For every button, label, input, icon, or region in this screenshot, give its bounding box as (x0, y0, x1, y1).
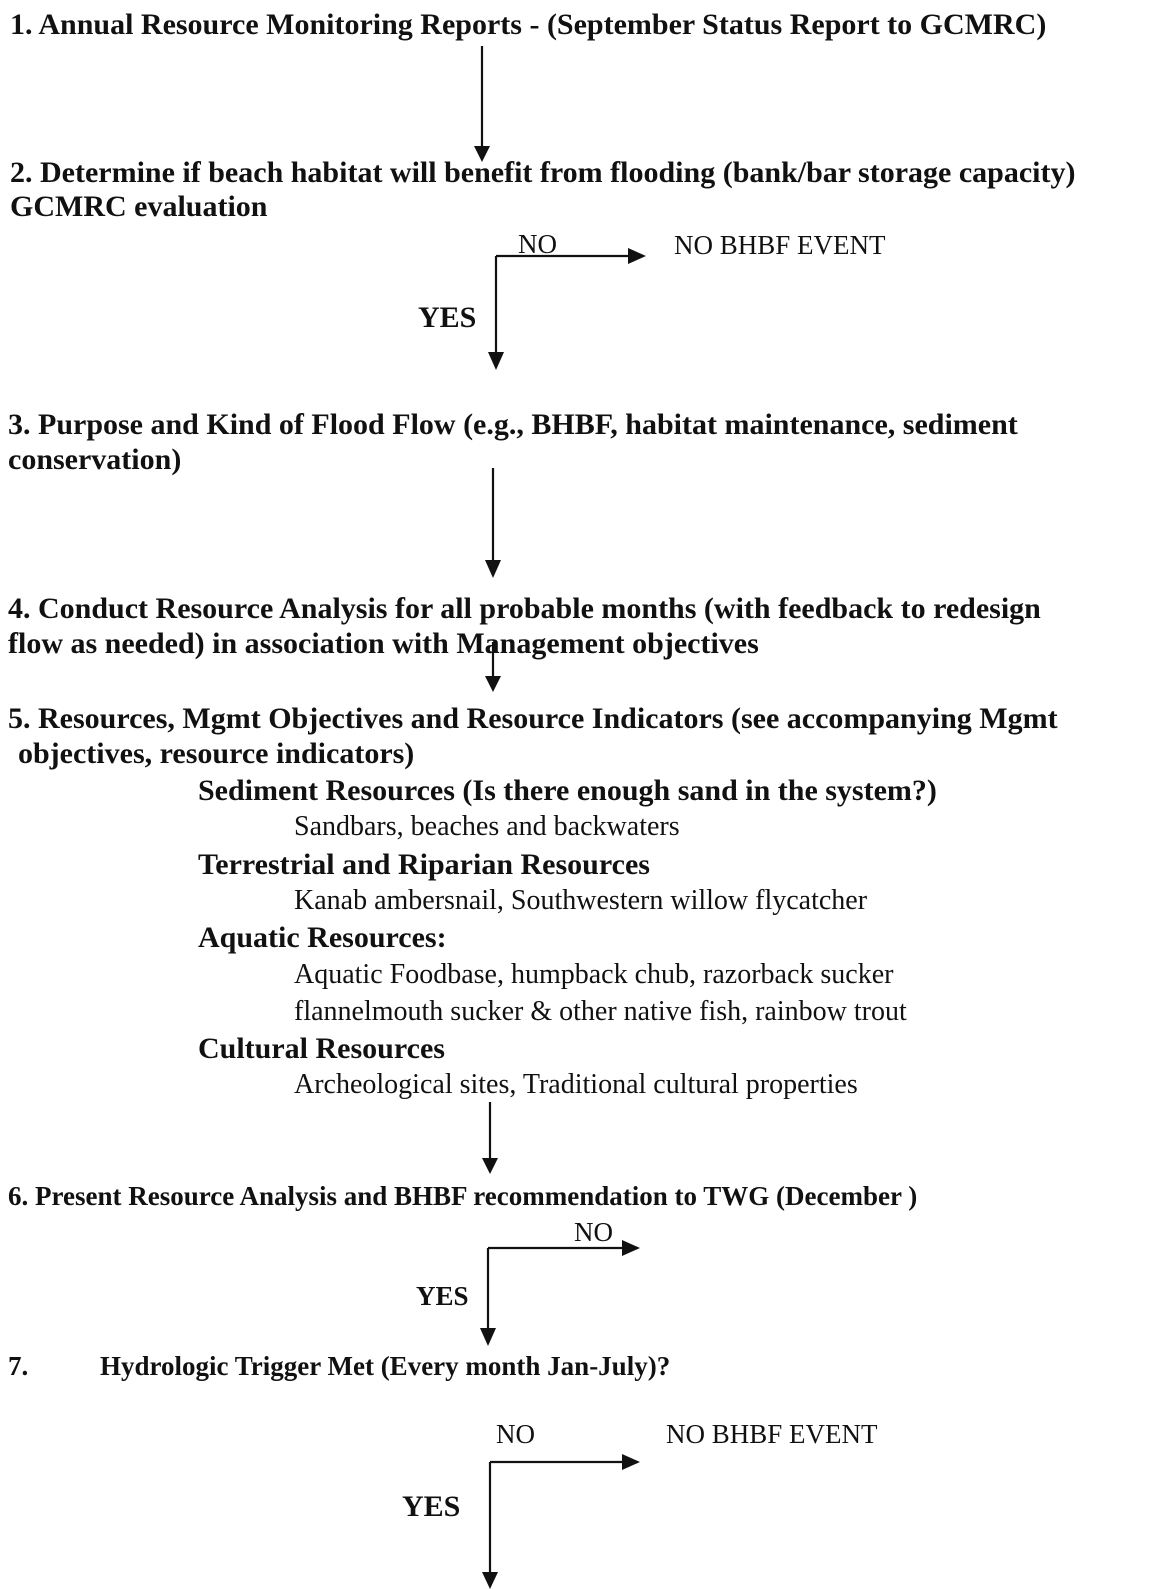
no-bhbf-event-label: NO BHBF EVENT (666, 1419, 878, 1449)
aquatic-resources-items-2: flannelmouth sucker & other native fish, rainbow trout (294, 996, 907, 1027)
step-4-text-line2: flow as needed) in association with Management objectives (8, 627, 759, 660)
branch-yes-label: YES (418, 301, 477, 334)
aquatic-resources-heading: Aquatic Resources: (198, 921, 447, 954)
terrestrial-resources-heading: Terrestrial and Riparian Resources (198, 848, 650, 881)
branch-no-label: NO (518, 229, 557, 259)
branch-yes-label: YES (416, 1281, 469, 1311)
branch-yes-label: YES (402, 1490, 461, 1523)
step-5-text-line2: objectives, resource indicators) (18, 737, 415, 770)
cultural-resources-heading: Cultural Resources (198, 1032, 445, 1065)
sediment-resources-items: Sandbars, beaches and backwaters (294, 811, 680, 842)
arrowhead-down (485, 676, 501, 692)
arrowhead-down (482, 1572, 498, 1589)
arrowhead-right (622, 1454, 640, 1470)
no-bhbf-event-label: NO BHBF EVENT (674, 230, 886, 260)
step-7-number: 7. (8, 1351, 29, 1381)
arrowhead-down (485, 560, 501, 578)
step-2-text-line2: GCMRC evaluation (10, 190, 268, 223)
arrowhead-right (628, 248, 646, 264)
branch-no-label: NO (496, 1419, 535, 1449)
step-1-text: 1. Annual Resource Monitoring Reports - (September Status Report to GCMRC) (10, 8, 1047, 41)
aquatic-resources-items-1: Aquatic Foodbase, humpback chub, razorback sucker (294, 959, 894, 990)
step-4-text-line1: 4. Conduct Resource Analysis for all probable months (with feedback to redesign (8, 592, 1041, 625)
step-2-text-line1: 2. Determine if beach habitat will benefit from flooding (bank/bar storage capacity) (10, 156, 1076, 189)
branch-no-label: NO (574, 1217, 613, 1247)
step-3-text-line2: conservation) (8, 443, 182, 476)
arrowhead-right (622, 1240, 640, 1256)
arrowhead-down (480, 1328, 496, 1346)
step-5-text-line1: 5. Resources, Mgmt Objectives and Resource Indicators (see accompanying Mgmt (8, 702, 1058, 735)
cultural-resources-items: Archeological sites, Traditional cultural properties (294, 1069, 858, 1100)
step-7-text: Hydrologic Trigger Met (Every month Jan-July)? (100, 1351, 671, 1381)
sediment-resources-heading: Sediment Resources (Is there enough sand in the system?) (198, 774, 937, 807)
arrowhead-down (488, 352, 504, 370)
step-6-text: 6. Present Resource Analysis and BHBF recommendation to TWG (December ) (8, 1181, 918, 1211)
arrowhead-down (482, 1158, 498, 1174)
terrestrial-resources-items: Kanab ambersnail, Southwestern willow flycatcher (294, 885, 868, 916)
step-3-text-line1: 3. Purpose and Kind of Flood Flow (e.g., BHBF, habitat maintenance, sediment (8, 408, 1018, 441)
